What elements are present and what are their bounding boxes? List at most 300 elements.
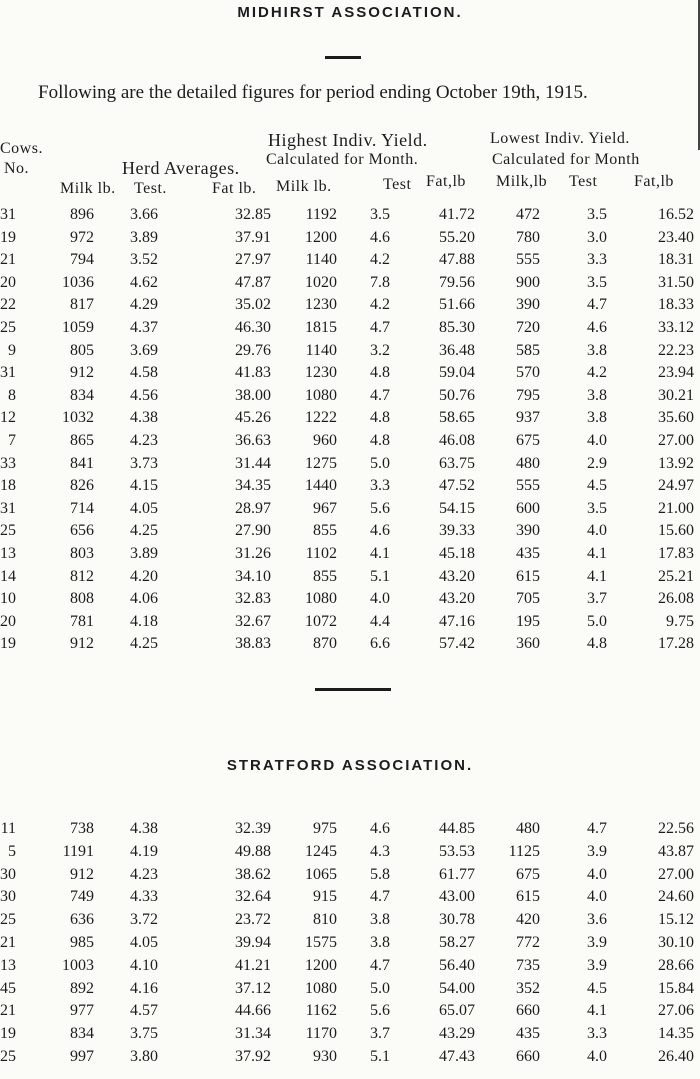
cell-hi-test: 6.6 (370, 635, 390, 653)
cell-cows-no: 31 (0, 499, 16, 517)
title-rule (325, 56, 361, 59)
cell-hi-test: 4.8 (370, 432, 390, 449)
cell-hi-milk: 975 (313, 820, 337, 837)
cell-hi-milk: 1072 (305, 612, 337, 630)
cell-lo-milk: 615 (516, 888, 540, 906)
cell-lo-milk: 720 (516, 319, 540, 336)
cell-lo-test: 4.8 (587, 635, 607, 653)
header-hi-test: Test (383, 176, 412, 193)
cell-hi-milk: 1575 (305, 934, 337, 951)
cell-lo-milk: 900 (516, 273, 540, 291)
table-row (0, 568, 700, 590)
cell-hi-fat: 65.07 (439, 1002, 475, 1020)
cell-herd-test: 4.38 (130, 409, 158, 427)
cell-herd-test: 4.10 (130, 956, 158, 974)
cell-herd-milk: 714 (70, 499, 94, 517)
cell-hi-test: 3.5 (370, 206, 390, 223)
cell-hi-milk: 870 (313, 635, 337, 653)
cell-herd-test: 3.89 (130, 545, 158, 562)
cell-hi-test: 4.1 (370, 545, 390, 562)
cell-lo-test: 3.9 (587, 934, 607, 951)
cell-hi-test: 4.7 (370, 888, 390, 906)
cell-lo-test: 3.5 (587, 206, 607, 223)
cell-lo-test: 4.0 (587, 1048, 607, 1065)
cell-herd-milk: 826 (70, 477, 94, 495)
cell-cows-no: 25 (0, 911, 16, 929)
cell-hi-fat: 47.52 (439, 477, 475, 495)
cell-hi-test: 4.6 (370, 522, 390, 540)
cell-herd-milk: 977 (70, 1002, 94, 1020)
cell-hi-fat: 50.76 (439, 386, 475, 404)
cell-herd-fat: 46.30 (235, 319, 271, 336)
cell-hi-test: 4.2 (370, 251, 390, 269)
cell-herd-milk: 1003 (62, 956, 94, 974)
cell-lo-test: 4.5 (587, 477, 607, 495)
header-hi-milk-lb: Milk lb. (276, 178, 332, 195)
cell-hi-milk: 1020 (305, 273, 337, 291)
cell-cows-no: 8 (8, 386, 16, 404)
cell-cows-no: 25 (0, 522, 16, 540)
cell-hi-test: 5.0 (370, 454, 390, 472)
cell-herd-milk: 1059 (62, 319, 94, 336)
cell-cows-no: 21 (0, 934, 16, 951)
table-row (0, 342, 700, 364)
cell-herd-milk: 834 (70, 386, 94, 404)
cell-hi-test: 5.1 (370, 567, 390, 585)
cell-hi-test: 4.4 (370, 612, 390, 630)
cell-lo-test: 4.2 (587, 364, 607, 382)
table-row (0, 274, 700, 296)
header-lowest-indiv-yield: Lowest Indiv. Yield. (490, 130, 630, 147)
section-title-midhirst: MIDHIRST ASSOCIATION. (237, 4, 463, 21)
cell-hi-fat: 47.16 (439, 612, 475, 630)
cell-lo-test: 2.9 (587, 454, 607, 472)
cell-lo-milk: 570 (516, 364, 540, 382)
cell-herd-milk: 912 (70, 635, 94, 653)
cell-herd-test: 3.89 (130, 228, 158, 246)
header-fat-lb: Fat lb. (212, 180, 257, 197)
cell-lo-fat: 17.28 (658, 635, 694, 653)
cell-herd-fat: 27.97 (235, 251, 271, 269)
header-calculated-lo: Calculated for Month (492, 151, 640, 168)
cell-lo-test: 4.6 (587, 319, 607, 336)
cell-lo-fat: 18.33 (658, 296, 694, 314)
cell-hi-test: 3.8 (370, 911, 390, 929)
cell-lo-fat: 9.75 (666, 612, 694, 630)
cell-hi-fat: 54.15 (439, 499, 475, 517)
cell-lo-test: 3.6 (587, 911, 607, 929)
cell-hi-fat: 85.30 (439, 319, 475, 336)
cell-hi-test: 5.1 (370, 1048, 390, 1065)
cell-herd-milk: 997 (70, 1048, 94, 1065)
cell-hi-test: 4.8 (370, 364, 390, 382)
cell-hi-fat: 30.78 (439, 911, 475, 929)
cell-herd-fat: 32.85 (235, 206, 271, 223)
cell-lo-milk: 615 (516, 567, 540, 585)
header-test: Test. (134, 180, 167, 197)
table-row (0, 888, 700, 910)
header-highest-indiv-yield: Highest Indiv. Yield. (268, 130, 428, 150)
cell-lo-milk: 675 (516, 432, 540, 449)
cell-cows-no: 18 (0, 477, 16, 495)
cell-lo-milk: 600 (516, 499, 540, 517)
cell-lo-test: 3.3 (587, 1025, 607, 1043)
cell-lo-test: 3.3 (587, 251, 607, 269)
table-row (0, 820, 700, 842)
cell-cows-no: 21 (0, 251, 16, 269)
cell-hi-milk: 967 (313, 499, 337, 517)
cell-cows-no: 10 (0, 590, 16, 608)
cell-herd-milk: 841 (70, 454, 94, 472)
cell-hi-fat: 47.88 (439, 251, 475, 269)
cell-hi-milk: 1192 (305, 206, 337, 223)
table-row (0, 522, 700, 544)
cell-herd-milk: 738 (70, 820, 94, 837)
cell-lo-fat: 30.10 (658, 934, 694, 951)
header-lo-fat-lb: Fat,lb (634, 173, 674, 190)
cell-herd-test: 4.33 (130, 888, 158, 906)
cell-hi-test: 4.7 (370, 386, 390, 404)
cell-lo-fat: 26.08 (658, 590, 694, 608)
cell-cows-no: 25 (0, 1048, 16, 1065)
cell-lo-test: 3.5 (587, 273, 607, 291)
cell-herd-fat: 44.66 (235, 1002, 271, 1020)
cell-herd-fat: 35.02 (235, 296, 271, 314)
cell-herd-test: 3.52 (130, 251, 158, 269)
cell-lo-test: 4.7 (587, 820, 607, 837)
cell-hi-test: 4.6 (370, 228, 390, 246)
cell-hi-milk: 855 (313, 522, 337, 540)
cell-lo-milk: 435 (516, 1025, 540, 1043)
cell-herd-milk: 803 (70, 545, 94, 562)
cell-hi-milk: 855 (313, 567, 337, 585)
cell-lo-test: 4.0 (587, 865, 607, 883)
cell-lo-test: 3.9 (587, 842, 607, 860)
cell-herd-milk: 781 (70, 612, 94, 630)
cell-hi-test: 4.3 (370, 842, 390, 860)
table-row (0, 432, 700, 454)
cell-cows-no: 9 (8, 341, 16, 359)
cell-herd-fat: 38.00 (235, 386, 271, 404)
cell-lo-test: 4.1 (587, 567, 607, 585)
cell-hi-milk: 1275 (305, 454, 337, 472)
cell-lo-fat: 26.40 (658, 1048, 694, 1065)
cell-hi-fat: 45.18 (439, 545, 475, 562)
cell-cows-no: 19 (0, 635, 16, 653)
cell-cows-no: 5 (8, 842, 16, 860)
cell-lo-milk: 555 (516, 251, 540, 269)
cell-herd-fat: 41.83 (235, 364, 271, 382)
cell-hi-fat: 59.04 (439, 364, 475, 382)
cell-hi-milk: 1140 (305, 251, 337, 269)
cell-lo-fat: 31.50 (658, 273, 694, 291)
cell-lo-milk: 420 (516, 911, 540, 929)
cell-lo-fat: 13.92 (658, 454, 694, 472)
cell-lo-test: 3.9 (587, 956, 607, 974)
cell-hi-test: 4.2 (370, 296, 390, 314)
cell-herd-test: 4.06 (130, 590, 158, 608)
cell-herd-fat: 38.83 (235, 635, 271, 653)
header-milk-lb: Milk lb. (60, 180, 116, 197)
cell-herd-milk: 972 (70, 228, 94, 246)
cell-lo-fat: 27.06 (658, 1002, 694, 1020)
cell-herd-fat: 31.26 (235, 545, 271, 562)
cell-lo-fat: 23.40 (658, 228, 694, 246)
cell-hi-test: 3.7 (370, 1025, 390, 1043)
cell-hi-test: 3.8 (370, 934, 390, 951)
cell-lo-fat: 24.97 (658, 477, 694, 495)
cell-hi-milk: 1080 (305, 386, 337, 404)
cell-hi-fat: 58.27 (439, 934, 475, 951)
table-row (0, 911, 700, 933)
cell-herd-test: 3.66 (130, 206, 158, 223)
table-row (0, 866, 700, 888)
cell-herd-milk: 1191 (62, 842, 94, 860)
cell-lo-milk: 390 (516, 296, 540, 314)
cell-hi-fat: 57.42 (439, 635, 475, 653)
cell-hi-milk: 1230 (305, 364, 337, 382)
cell-herd-milk: 1036 (62, 273, 94, 291)
cell-herd-fat: 36.63 (235, 432, 271, 449)
intro-text: Following are the detailed figures for period ending October 19th, 1915. (38, 82, 588, 103)
cell-lo-fat: 15.84 (658, 979, 694, 997)
cell-hi-fat: 46.08 (439, 432, 475, 449)
cell-cows-no: 30 (0, 888, 16, 906)
cell-lo-milk: 937 (516, 409, 540, 427)
cell-herd-fat: 32.67 (235, 612, 271, 630)
cell-lo-milk: 660 (516, 1002, 540, 1020)
cell-herd-milk: 865 (70, 432, 94, 449)
cell-hi-milk: 1065 (305, 865, 337, 883)
table-row (0, 409, 700, 431)
cell-hi-milk: 1440 (305, 477, 337, 495)
cell-hi-test: 4.6 (370, 820, 390, 837)
cell-herd-test: 4.23 (130, 432, 158, 449)
cell-lo-fat: 17.83 (658, 545, 694, 562)
cell-herd-test: 4.05 (130, 934, 158, 951)
header-no: No. (4, 160, 30, 177)
cell-lo-fat: 43.87 (658, 842, 694, 860)
cell-hi-fat: 39.33 (439, 522, 475, 540)
cell-hi-milk: 1170 (305, 1025, 337, 1043)
cell-lo-fat: 23.94 (658, 364, 694, 382)
cell-herd-fat: 45.26 (235, 409, 271, 427)
cell-herd-milk: 636 (70, 911, 94, 929)
cell-herd-milk: 896 (70, 206, 94, 223)
cell-hi-fat: 41.72 (439, 206, 475, 223)
cell-hi-fat: 43.29 (439, 1025, 475, 1043)
cell-cows-no: 25 (0, 319, 16, 336)
cell-lo-milk: 360 (516, 635, 540, 653)
cell-hi-milk: 915 (313, 888, 337, 906)
cell-hi-fat: 56.40 (439, 956, 475, 974)
table-row (0, 635, 700, 657)
cell-herd-test: 4.38 (130, 820, 158, 837)
cell-cows-no: 13 (0, 956, 16, 974)
cell-herd-milk: 656 (70, 522, 94, 540)
cell-lo-fat: 15.60 (658, 522, 694, 540)
cell-hi-test: 5.6 (370, 1002, 390, 1020)
table-row (0, 613, 700, 635)
table-row (0, 843, 700, 865)
cell-herd-test: 4.05 (130, 499, 158, 517)
cell-cows-no: 13 (0, 545, 16, 562)
cell-lo-test: 4.1 (587, 1002, 607, 1020)
cell-herd-milk: 808 (70, 590, 94, 608)
cell-hi-fat: 53.53 (439, 842, 475, 860)
cell-hi-test: 5.8 (370, 865, 390, 883)
cell-hi-test: 4.7 (370, 319, 390, 336)
cell-cows-no: 45 (0, 979, 16, 997)
cell-herd-fat: 49.88 (235, 842, 271, 860)
header-lo-test: Test (569, 173, 598, 190)
cell-hi-milk: 1815 (305, 319, 337, 336)
cell-lo-fat: 14.35 (658, 1025, 694, 1043)
cell-hi-milk: 1080 (305, 979, 337, 997)
cell-lo-test: 4.0 (587, 432, 607, 449)
cell-cows-no: 14 (0, 567, 16, 585)
cell-lo-fat: 28.66 (658, 956, 694, 974)
cell-hi-milk: 810 (313, 911, 337, 929)
cell-hi-test: 5.6 (370, 499, 390, 517)
cell-hi-fat: 55.20 (439, 228, 475, 246)
cell-lo-milk: 675 (516, 865, 540, 883)
table-row (0, 980, 700, 1002)
cell-hi-fat: 47.43 (439, 1048, 475, 1065)
cell-herd-test: 3.75 (130, 1025, 158, 1043)
section-title-stratford: STRATFORD ASSOCIATION. (226, 757, 474, 774)
cell-lo-milk: 585 (516, 341, 540, 359)
table-row (0, 957, 700, 979)
cell-lo-fat: 30.21 (658, 386, 694, 404)
cell-lo-fat: 16.52 (658, 206, 694, 223)
cell-hi-fat: 43.20 (439, 590, 475, 608)
cell-lo-test: 3.0 (587, 228, 607, 246)
cell-herd-test: 4.57 (130, 1002, 158, 1020)
cell-lo-test: 4.1 (587, 545, 607, 562)
cell-hi-fat: 44.85 (439, 820, 475, 837)
cell-lo-test: 5.0 (587, 612, 607, 630)
cell-lo-milk: 352 (516, 979, 540, 997)
cell-lo-milk: 472 (516, 206, 540, 223)
cell-lo-test: 3.7 (587, 590, 607, 608)
cell-herd-milk: 812 (70, 567, 94, 585)
cell-lo-test: 4.0 (587, 888, 607, 906)
table-row (0, 206, 700, 228)
cell-herd-test: 3.73 (130, 454, 158, 472)
cell-lo-fat: 35.60 (658, 409, 694, 427)
cell-herd-milk: 912 (70, 364, 94, 382)
cell-cows-no: 30 (0, 865, 16, 883)
cell-herd-fat: 41.21 (235, 956, 271, 974)
table-row (0, 387, 700, 409)
cell-hi-fat: 43.00 (439, 888, 475, 906)
cell-cows-no: 31 (0, 206, 16, 223)
table-row (0, 545, 700, 567)
cell-herd-fat: 39.94 (235, 934, 271, 951)
cell-lo-test: 3.5 (587, 499, 607, 517)
table-row (0, 1048, 700, 1070)
cell-lo-fat: 18.31 (658, 251, 694, 269)
cell-cows-no: 19 (0, 228, 16, 246)
cell-lo-test: 3.8 (587, 409, 607, 427)
cell-hi-milk: 1200 (305, 956, 337, 974)
cell-cows-no: 7 (8, 432, 16, 449)
table-row (0, 590, 700, 612)
cell-hi-milk: 1230 (305, 296, 337, 314)
table-row (0, 455, 700, 477)
cell-lo-milk: 735 (516, 956, 540, 974)
cell-herd-fat: 34.10 (235, 567, 271, 585)
cell-herd-test: 4.25 (130, 522, 158, 540)
cell-lo-fat: 27.00 (658, 865, 694, 883)
cell-lo-milk: 772 (516, 934, 540, 951)
cell-herd-fat: 32.39 (235, 820, 271, 837)
cell-herd-milk: 985 (70, 934, 94, 951)
cell-herd-fat: 23.72 (235, 911, 271, 929)
cell-hi-test: 7.8 (370, 273, 390, 291)
cell-herd-fat: 47.87 (235, 273, 271, 291)
cell-cows-no: 31 (0, 364, 16, 382)
cell-hi-fat: 61.77 (439, 865, 475, 883)
cell-herd-fat: 29.76 (235, 341, 271, 359)
cell-hi-fat: 54.00 (439, 979, 475, 997)
cell-hi-fat: 58.65 (439, 409, 475, 427)
cell-herd-fat: 34.35 (235, 477, 271, 495)
cell-herd-fat: 38.62 (235, 865, 271, 883)
cell-herd-test: 4.29 (130, 296, 158, 314)
cell-lo-fat: 27.00 (658, 432, 694, 449)
cell-hi-test: 3.3 (370, 477, 390, 495)
header-calculated-hi: Calculated for Month. (266, 151, 419, 168)
cell-lo-fat: 22.23 (658, 341, 694, 359)
cell-hi-milk: 960 (313, 432, 337, 449)
cell-herd-fat: 28.97 (235, 499, 271, 517)
cell-hi-test: 4.0 (370, 590, 390, 608)
cell-hi-test: 3.2 (370, 341, 390, 359)
cell-lo-fat: 15.12 (658, 911, 694, 929)
cell-herd-test: 4.62 (130, 273, 158, 291)
header-herd-averages: Herd Averages. (122, 158, 240, 178)
cell-herd-fat: 31.34 (235, 1025, 271, 1043)
cell-hi-test: 5.0 (370, 979, 390, 997)
cell-herd-milk: 834 (70, 1025, 94, 1043)
cell-lo-milk: 435 (516, 545, 540, 562)
cell-herd-fat: 27.90 (235, 522, 271, 540)
cell-herd-test: 3.72 (130, 911, 158, 929)
section-divider (315, 688, 391, 691)
cell-herd-milk: 1032 (62, 409, 94, 427)
cell-hi-milk: 1200 (305, 228, 337, 246)
cell-hi-milk: 1080 (305, 590, 337, 608)
cell-cows-no: 20 (0, 273, 16, 291)
table-row (0, 229, 700, 251)
cell-lo-test: 4.5 (587, 979, 607, 997)
cell-cows-no: 19 (0, 1025, 16, 1043)
cell-cows-no: 33 (0, 454, 16, 472)
cell-lo-milk: 795 (516, 386, 540, 404)
cell-hi-test: 4.7 (370, 956, 390, 974)
cell-hi-milk: 1162 (305, 1002, 337, 1020)
cell-cows-no: 20 (0, 612, 16, 630)
header-hi-fat-lb: Fat,lb (426, 173, 466, 190)
cell-herd-test: 4.58 (130, 364, 158, 382)
cell-hi-fat: 63.75 (439, 454, 475, 472)
cell-hi-fat: 79.56 (439, 273, 475, 291)
cell-herd-test: 4.19 (130, 842, 158, 860)
cell-herd-test: 4.56 (130, 386, 158, 404)
cell-herd-milk: 912 (70, 865, 94, 883)
